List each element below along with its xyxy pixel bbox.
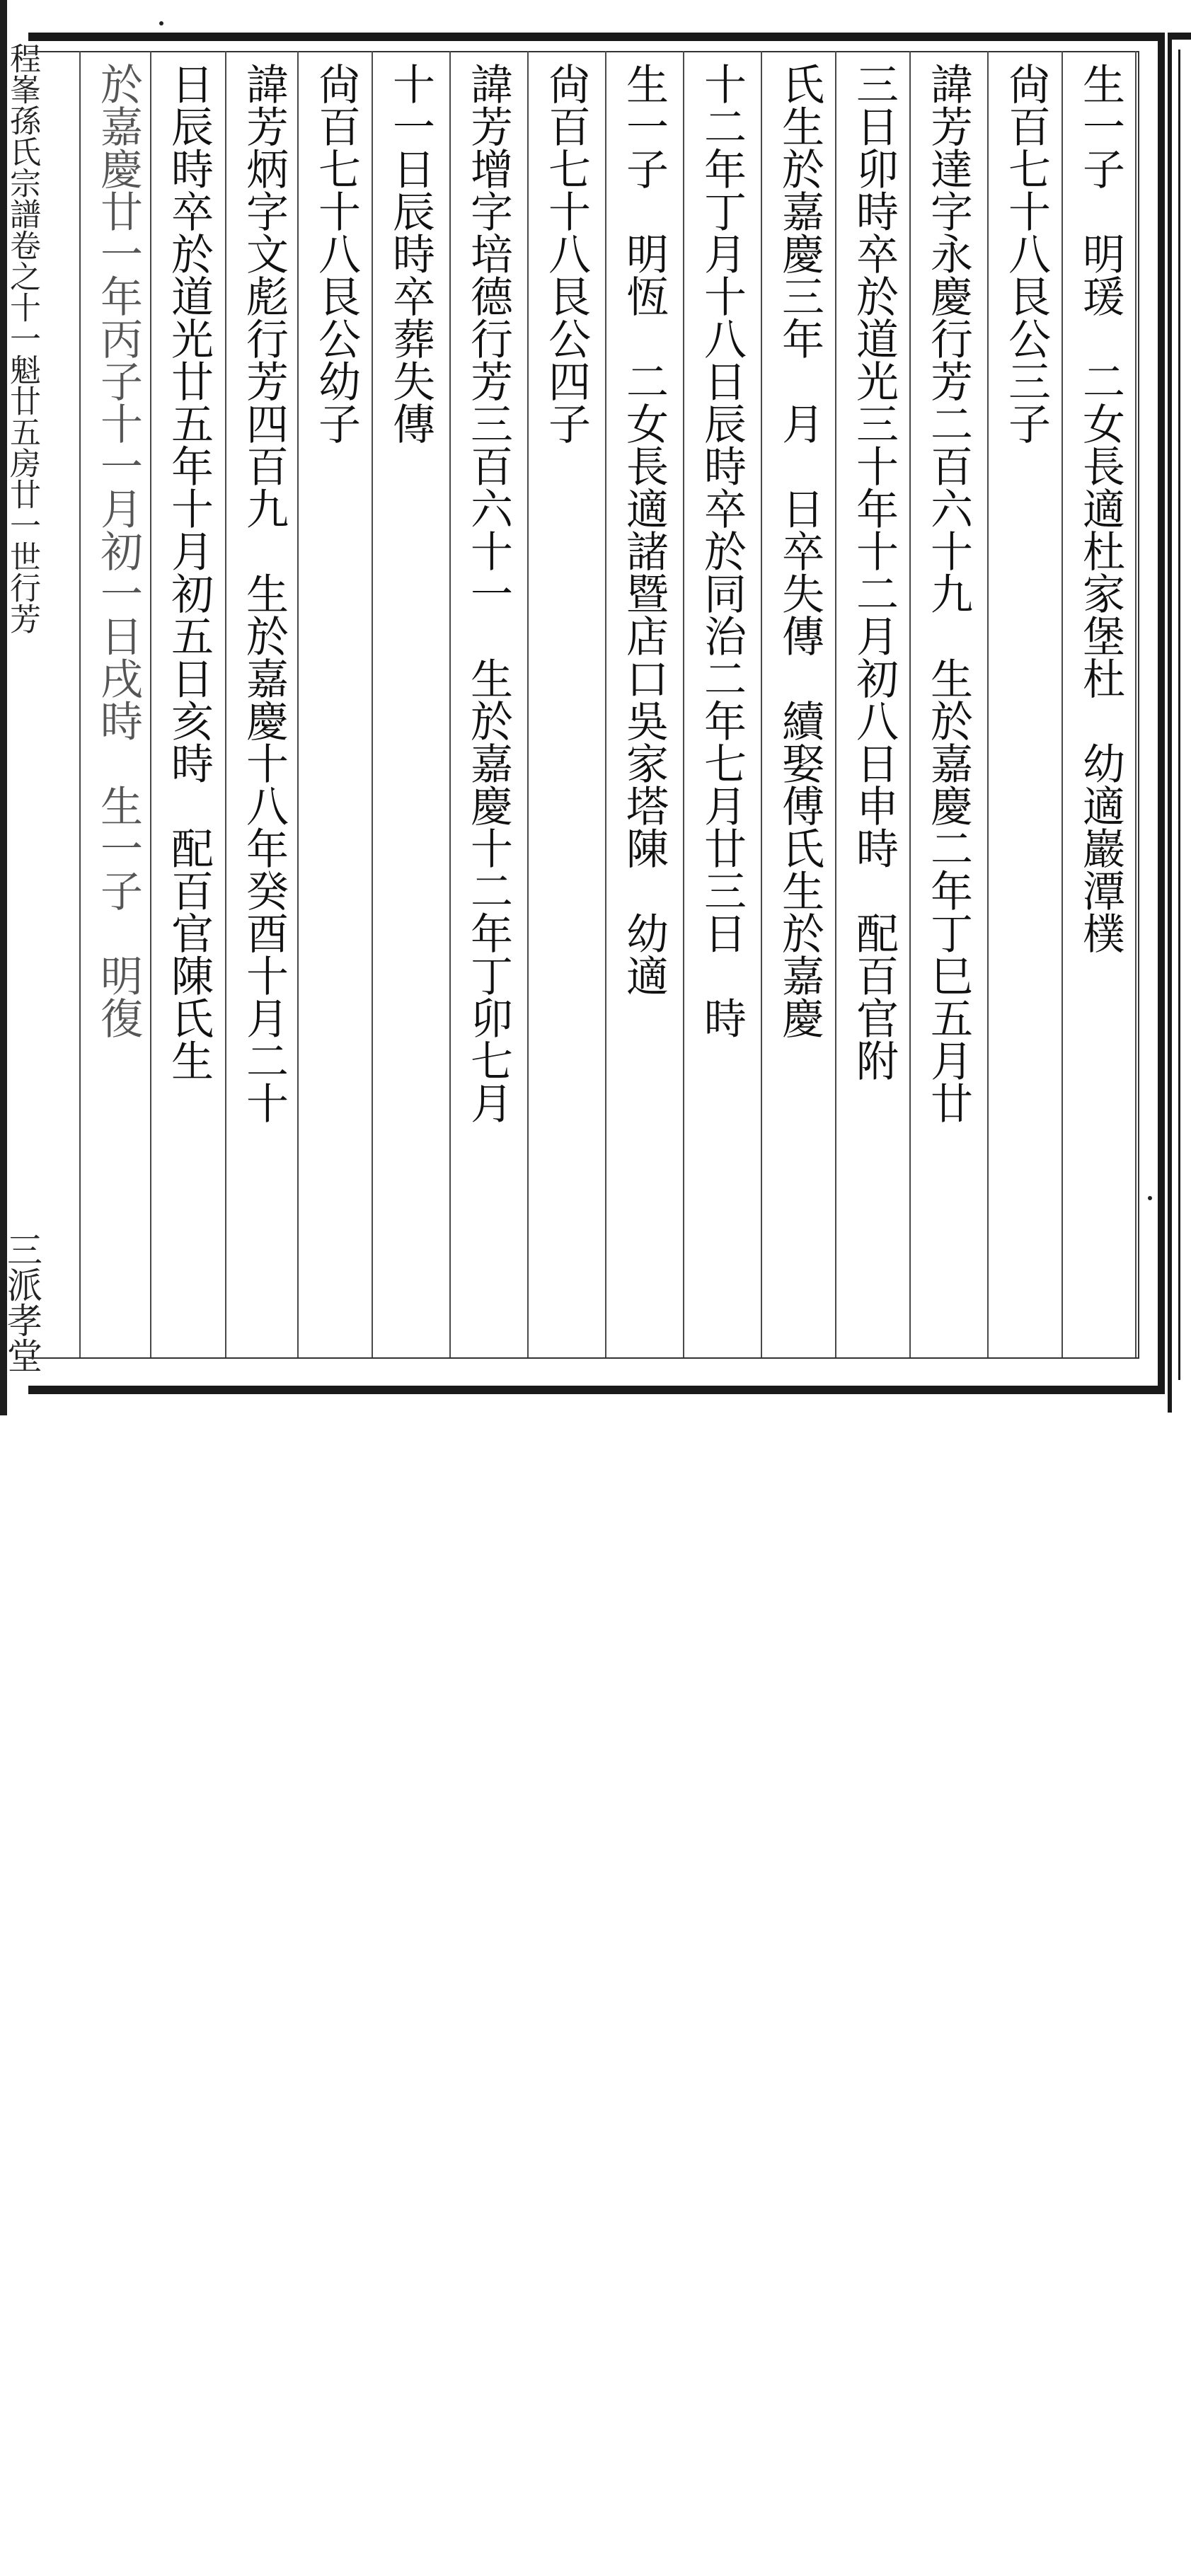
column-rule	[1135, 51, 1137, 1357]
text-column-1: 生一子 明瑗 二女長適杜家堡杜 幼適巖潭樸	[1076, 62, 1125, 954]
column-rule	[909, 51, 911, 1357]
ink-speck	[159, 21, 163, 25]
next-page-rule	[1178, 50, 1180, 1380]
text-column-2: 尙百七十八艮公三子	[1001, 62, 1051, 444]
column-rule	[683, 51, 684, 1357]
column-rule	[79, 51, 81, 1357]
text-column-11: 尙百七十八艮公幼子	[311, 62, 361, 444]
column-rule	[835, 51, 836, 1357]
text-column-12: 諱芳炳字文彪行芳四百九 生於嘉慶十八年癸酉十月二十	[239, 62, 289, 1124]
column-rule	[150, 51, 151, 1357]
column-rule	[372, 51, 373, 1357]
column-rule	[225, 51, 226, 1357]
column-rule	[605, 51, 606, 1357]
column-rule	[527, 51, 529, 1357]
text-column-7: 生一子 明恆 二女長適諸暨店口吳家塔陳 幼適	[619, 62, 669, 996]
column-rule	[761, 51, 762, 1357]
text-column-14: 於嘉慶廿一年丙子十一月初一日戌時 生一子 明復	[93, 62, 143, 1039]
text-column-3: 諱芳達字永慶行芳二百六十九 生於嘉慶二年丁巳五月廿	[924, 62, 973, 1124]
text-column-8: 尙百七十八艮公四子	[541, 62, 591, 444]
text-column-6: 十二年丁月十八日辰時卒於同治二年七月廿三日 時	[697, 62, 747, 1039]
text-column-10: 十一日辰時卒葬失傳	[386, 62, 435, 444]
text-column-9: 諱芳增字培德行芳三百六十一 生於嘉慶十二年丁卯七月	[464, 62, 513, 1124]
column-rule	[297, 51, 299, 1357]
spine-title: 程峯孫氏宗譜卷之十一魁廿五房廿一世行芳	[4, 42, 40, 634]
column-rule	[449, 51, 451, 1357]
ink-speck	[1148, 1196, 1152, 1200]
spine-hall-name: 三派孝堂	[1, 1231, 42, 1373]
column-rule	[987, 51, 989, 1357]
text-column-4: 三日卯時卒於道光三十年十二月初八日申時 配百官附	[849, 62, 899, 1081]
column-rule	[1061, 51, 1063, 1357]
text-column-5: 氏生於嘉慶三年 月 日卒失傳 續娶傅氏生於嘉慶	[775, 62, 824, 1039]
text-column-13: 日辰時卒於道光廿五年十月初五日亥時 配百官陳氏生	[164, 62, 214, 1081]
